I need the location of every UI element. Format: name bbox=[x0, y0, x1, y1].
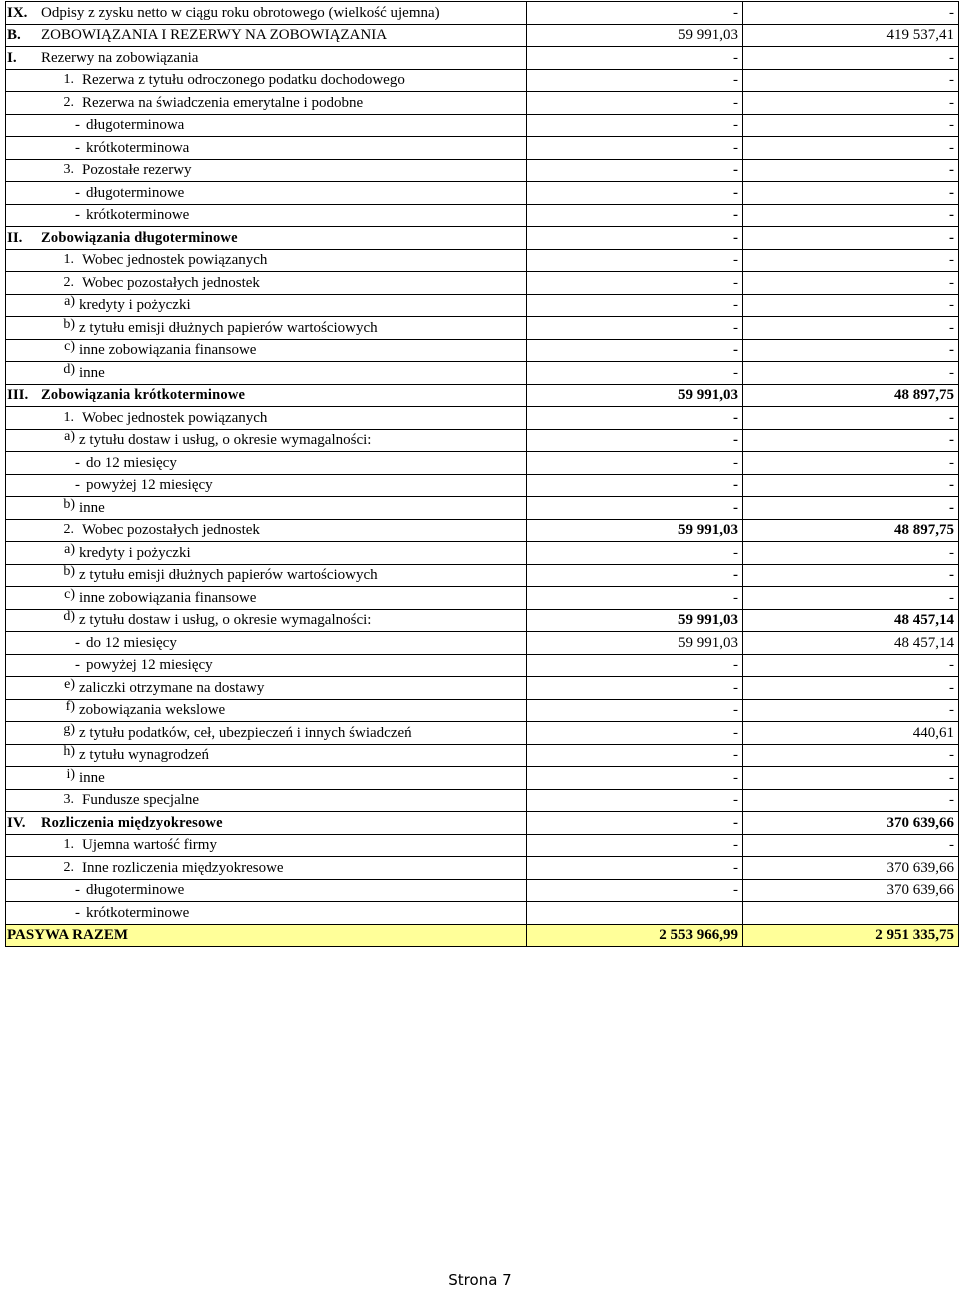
total-value-curr: 2 951 335,75 bbox=[743, 924, 959, 947]
row-marker: - bbox=[75, 634, 80, 651]
value-prev-year: - bbox=[527, 497, 743, 520]
value-curr-year: - bbox=[743, 47, 959, 70]
row-label-cell bbox=[6, 609, 527, 632]
row-label-cell bbox=[6, 114, 527, 137]
value-prev-year: - bbox=[527, 767, 743, 790]
row-label: Fundusze specjalne bbox=[82, 792, 200, 809]
table-row bbox=[6, 857, 959, 880]
row-label: do 12 miesięcy bbox=[86, 634, 177, 651]
table-row bbox=[6, 114, 959, 137]
value-curr-year: - bbox=[743, 699, 959, 722]
row-label-cell bbox=[6, 249, 527, 272]
value-curr-year: - bbox=[743, 159, 959, 182]
table-row bbox=[6, 2, 959, 25]
table-row bbox=[6, 564, 959, 587]
row-label-cell bbox=[6, 812, 527, 835]
value-prev-year: - bbox=[527, 227, 743, 250]
table-body bbox=[6, 2, 959, 925]
balance-sheet bbox=[5, 1, 958, 947]
value-prev-year: - bbox=[527, 294, 743, 317]
row-marker: i) bbox=[66, 766, 75, 782]
row-label: krótkoterminowe bbox=[86, 904, 190, 921]
table-row bbox=[6, 294, 959, 317]
row-label-cell bbox=[6, 362, 527, 385]
row-label: do 12 miesięcy bbox=[86, 454, 177, 471]
value-prev-year: - bbox=[527, 744, 743, 767]
value-prev-year: - bbox=[527, 69, 743, 92]
row-marker: d) bbox=[63, 361, 75, 377]
row-marker: - bbox=[75, 882, 80, 899]
row-marker: - bbox=[75, 904, 80, 921]
value-prev-year: - bbox=[527, 407, 743, 430]
table-row bbox=[6, 587, 959, 610]
liabilities-table bbox=[5, 1, 959, 947]
table-row bbox=[6, 227, 959, 250]
value-prev-year: - bbox=[527, 542, 743, 565]
row-label: krótkoterminowe bbox=[86, 207, 190, 224]
value-curr-year: - bbox=[743, 834, 959, 857]
value-curr-year: 419 537,41 bbox=[743, 24, 959, 47]
table-row bbox=[6, 632, 959, 655]
value-prev-year: - bbox=[527, 92, 743, 115]
page-number: Strona 7 bbox=[448, 1271, 512, 1289]
row-marker: 1. bbox=[63, 72, 74, 88]
value-curr-year: 48 457,14 bbox=[743, 632, 959, 655]
table-row bbox=[6, 609, 959, 632]
row-marker: B. bbox=[7, 27, 21, 44]
row-label-cell bbox=[6, 182, 527, 205]
row-label: Ujemna wartość firmy bbox=[82, 837, 217, 854]
row-marker: e) bbox=[64, 676, 75, 692]
row-marker: 3. bbox=[63, 792, 74, 808]
row-label-cell bbox=[6, 159, 527, 182]
value-prev-year: - bbox=[527, 474, 743, 497]
row-label: zaliczki otrzymane na dostawy bbox=[79, 679, 265, 696]
row-marker: h) bbox=[63, 744, 75, 760]
row-label-cell bbox=[6, 294, 527, 317]
row-label: ZOBOWIĄZANIA I REZERWY NA ZOBOWIĄZANIA bbox=[41, 27, 388, 44]
row-marker: - bbox=[75, 657, 80, 674]
table-row bbox=[6, 204, 959, 227]
table-row bbox=[6, 767, 959, 790]
row-marker: - bbox=[75, 184, 80, 201]
value-curr-year: 440,61 bbox=[743, 722, 959, 745]
table-row bbox=[6, 182, 959, 205]
table-row bbox=[6, 429, 959, 452]
row-marker: - bbox=[75, 139, 80, 156]
value-curr-year: - bbox=[743, 204, 959, 227]
row-label-cell bbox=[6, 24, 527, 47]
row-label: długoterminowa bbox=[86, 117, 185, 134]
value-prev-year: - bbox=[527, 204, 743, 227]
value-prev-year: - bbox=[527, 47, 743, 70]
row-label: długoterminowe bbox=[86, 882, 185, 899]
value-prev-year: 59 991,03 bbox=[527, 609, 743, 632]
value-curr-year: - bbox=[743, 407, 959, 430]
row-label-cell bbox=[6, 407, 527, 430]
value-prev-year: - bbox=[527, 722, 743, 745]
row-label-cell bbox=[6, 677, 527, 700]
row-label-cell bbox=[6, 339, 527, 362]
row-marker: c) bbox=[64, 339, 75, 355]
row-label: Rezerwa na świadczenia emerytalne i podobne bbox=[82, 94, 364, 111]
table-row bbox=[6, 654, 959, 677]
table-row bbox=[6, 902, 959, 925]
value-curr-year: - bbox=[743, 69, 959, 92]
row-label-cell bbox=[6, 902, 527, 925]
value-prev-year: - bbox=[527, 182, 743, 205]
row-label: z tytułu emisji dłużnych papierów wartościowych bbox=[79, 567, 378, 584]
row-marker: 1. bbox=[63, 409, 74, 425]
row-label-cell bbox=[6, 767, 527, 790]
table-row bbox=[6, 159, 959, 182]
table-row bbox=[6, 474, 959, 497]
value-curr-year: - bbox=[743, 744, 959, 767]
row-label-cell bbox=[6, 879, 527, 902]
row-marker: 2. bbox=[63, 859, 74, 875]
row-label: Inne rozliczenia międzyokresowe bbox=[82, 859, 284, 876]
value-prev-year: - bbox=[527, 272, 743, 295]
total-row bbox=[6, 924, 959, 947]
value-prev-year: - bbox=[527, 812, 743, 835]
row-marker: IV. bbox=[7, 814, 26, 831]
row-label: z tytułu dostaw i usług, o okresie wymagalności: bbox=[79, 612, 372, 629]
value-curr-year: - bbox=[743, 339, 959, 362]
value-prev-year: - bbox=[527, 452, 743, 475]
row-marker: c) bbox=[64, 586, 75, 602]
table-row bbox=[6, 722, 959, 745]
row-label: z tytułu podatków, ceł, ubezpieczeń i innych świadczeń bbox=[79, 724, 412, 741]
value-curr-year: - bbox=[743, 452, 959, 475]
table-row bbox=[6, 384, 959, 407]
row-marker: a) bbox=[64, 294, 75, 310]
row-label: Zobowiązania krótkoterminowe bbox=[41, 387, 246, 404]
row-label-cell bbox=[6, 699, 527, 722]
row-marker: III. bbox=[7, 387, 29, 404]
table-row bbox=[6, 47, 959, 70]
value-prev-year: 59 991,03 bbox=[527, 519, 743, 542]
row-label: Zobowiązania długoterminowe bbox=[41, 229, 238, 246]
value-curr-year: - bbox=[743, 654, 959, 677]
row-label: Wobec pozostałych jednostek bbox=[82, 522, 260, 539]
value-curr-year: - bbox=[743, 2, 959, 25]
value-curr-year: - bbox=[743, 227, 959, 250]
value-prev-year: - bbox=[527, 249, 743, 272]
table-row bbox=[6, 24, 959, 47]
row-label-cell bbox=[6, 632, 527, 655]
row-label: Wobec jednostek powiązanych bbox=[82, 252, 268, 269]
row-marker: 2. bbox=[63, 94, 74, 110]
value-curr-year: - bbox=[743, 182, 959, 205]
value-prev-year: - bbox=[527, 137, 743, 160]
row-marker: - bbox=[75, 207, 80, 224]
table-row bbox=[6, 834, 959, 857]
row-label: kredyty i pożyczki bbox=[79, 544, 191, 561]
table-row bbox=[6, 249, 959, 272]
table-row bbox=[6, 339, 959, 362]
row-label-cell bbox=[6, 542, 527, 565]
value-curr-year: - bbox=[743, 114, 959, 137]
row-label: Rezerwy na zobowiązania bbox=[41, 49, 199, 66]
table-row bbox=[6, 542, 959, 565]
row-label: powyżej 12 miesięcy bbox=[86, 657, 213, 674]
value-prev-year: 59 991,03 bbox=[527, 632, 743, 655]
value-prev-year: 59 991,03 bbox=[527, 24, 743, 47]
row-label: inne zobowiązania finansowe bbox=[79, 589, 257, 606]
total-label-cell bbox=[6, 924, 527, 947]
value-curr-year bbox=[743, 902, 959, 925]
value-curr-year: - bbox=[743, 497, 959, 520]
table-row bbox=[6, 69, 959, 92]
value-prev-year: - bbox=[527, 587, 743, 610]
value-prev-year: - bbox=[527, 699, 743, 722]
value-curr-year: 370 639,66 bbox=[743, 879, 959, 902]
row-label-cell bbox=[6, 47, 527, 70]
row-label-cell bbox=[6, 317, 527, 340]
value-curr-year: - bbox=[743, 272, 959, 295]
row-marker: 1. bbox=[63, 837, 74, 853]
row-marker: b) bbox=[63, 316, 75, 332]
value-curr-year: - bbox=[743, 767, 959, 790]
table-row bbox=[6, 519, 959, 542]
value-prev-year: - bbox=[527, 654, 743, 677]
value-prev-year: - bbox=[527, 2, 743, 25]
row-marker: IX. bbox=[7, 4, 28, 21]
value-curr-year: 48 457,14 bbox=[743, 609, 959, 632]
row-marker: f) bbox=[65, 699, 75, 715]
row-label-cell bbox=[6, 429, 527, 452]
row-label-cell bbox=[6, 92, 527, 115]
row-label: z tytułu dostaw i usług, o okresie wymagalności: bbox=[79, 432, 372, 449]
value-curr-year: - bbox=[743, 429, 959, 452]
table-row bbox=[6, 677, 959, 700]
value-curr-year: - bbox=[743, 474, 959, 497]
row-label: inne zobowiązania finansowe bbox=[79, 342, 257, 359]
row-label: zobowiązania wekslowe bbox=[79, 702, 226, 719]
row-marker: a) bbox=[64, 429, 75, 445]
row-label-cell bbox=[6, 69, 527, 92]
value-prev-year: - bbox=[527, 429, 743, 452]
table-row bbox=[6, 407, 959, 430]
row-label: Odpisy z zysku netto w ciągu roku obrotowego (wielkość ujemna) bbox=[41, 4, 440, 21]
row-marker: a) bbox=[64, 541, 75, 557]
row-marker: - bbox=[75, 454, 80, 471]
table-row bbox=[6, 92, 959, 115]
value-curr-year: - bbox=[743, 677, 959, 700]
table-row bbox=[6, 317, 959, 340]
value-prev-year bbox=[527, 902, 743, 925]
row-label: Wobec jednostek powiązanych bbox=[82, 409, 268, 426]
value-prev-year: - bbox=[527, 339, 743, 362]
value-curr-year: - bbox=[743, 137, 959, 160]
table-row bbox=[6, 272, 959, 295]
row-label-cell bbox=[6, 227, 527, 250]
value-curr-year: - bbox=[743, 789, 959, 812]
value-curr-year: 370 639,66 bbox=[743, 857, 959, 880]
row-marker: d) bbox=[63, 609, 75, 625]
value-curr-year: 48 897,75 bbox=[743, 384, 959, 407]
row-label-cell bbox=[6, 497, 527, 520]
row-marker: I. bbox=[7, 49, 17, 66]
value-curr-year: - bbox=[743, 294, 959, 317]
value-prev-year: - bbox=[527, 789, 743, 812]
row-label: powyżej 12 miesięcy bbox=[86, 477, 213, 494]
value-curr-year: - bbox=[743, 249, 959, 272]
value-curr-year: - bbox=[743, 587, 959, 610]
row-label: z tytułu emisji dłużnych papierów wartościowych bbox=[79, 319, 378, 336]
row-label-cell bbox=[6, 519, 527, 542]
row-label-cell bbox=[6, 789, 527, 812]
table-row bbox=[6, 452, 959, 475]
row-label: inne bbox=[79, 364, 105, 381]
row-label-cell bbox=[6, 722, 527, 745]
value-prev-year: - bbox=[527, 564, 743, 587]
table-row bbox=[6, 789, 959, 812]
row-label-cell bbox=[6, 452, 527, 475]
row-label: krótkoterminowa bbox=[86, 139, 190, 156]
row-marker: - bbox=[75, 477, 80, 494]
value-curr-year: - bbox=[743, 542, 959, 565]
row-label: Wobec pozostałych jednostek bbox=[82, 274, 260, 291]
value-curr-year: - bbox=[743, 362, 959, 385]
row-label-cell bbox=[6, 272, 527, 295]
table-row bbox=[6, 137, 959, 160]
table-row bbox=[6, 497, 959, 520]
value-curr-year: - bbox=[743, 92, 959, 115]
row-marker: 1. bbox=[63, 252, 74, 268]
row-label: kredyty i pożyczki bbox=[79, 297, 191, 314]
row-label-cell bbox=[6, 654, 527, 677]
value-prev-year: - bbox=[527, 857, 743, 880]
row-marker: II. bbox=[7, 229, 23, 246]
value-prev-year: - bbox=[527, 879, 743, 902]
row-marker: 2. bbox=[63, 274, 74, 290]
row-label: z tytułu wynagrodzeń bbox=[79, 747, 209, 764]
table-row bbox=[6, 744, 959, 767]
row-label-cell bbox=[6, 137, 527, 160]
value-prev-year: 59 991,03 bbox=[527, 384, 743, 407]
row-marker: g) bbox=[63, 721, 75, 737]
value-prev-year: - bbox=[527, 362, 743, 385]
row-label: inne bbox=[79, 499, 105, 516]
value-prev-year: - bbox=[527, 317, 743, 340]
table-row bbox=[6, 362, 959, 385]
row-label: Rezerwa z tytułu odroczonego podatku dochodowego bbox=[82, 72, 405, 89]
value-curr-year: 48 897,75 bbox=[743, 519, 959, 542]
row-marker: b) bbox=[63, 496, 75, 512]
row-label: Rozliczenia międzyokresowe bbox=[41, 814, 223, 831]
total-label: PASYWA RAZEM bbox=[7, 927, 128, 944]
row-label-cell bbox=[6, 857, 527, 880]
row-label: inne bbox=[79, 769, 105, 786]
value-prev-year: - bbox=[527, 677, 743, 700]
row-marker: 2. bbox=[63, 522, 74, 538]
row-label-cell bbox=[6, 384, 527, 407]
row-marker: 3. bbox=[63, 162, 74, 178]
row-marker: b) bbox=[63, 564, 75, 580]
row-label: Pozostałe rezerwy bbox=[82, 162, 192, 179]
row-label-cell bbox=[6, 2, 527, 25]
value-prev-year: - bbox=[527, 834, 743, 857]
row-label-cell bbox=[6, 204, 527, 227]
row-label-cell bbox=[6, 474, 527, 497]
row-label-cell bbox=[6, 587, 527, 610]
table-row bbox=[6, 879, 959, 902]
row-label-cell bbox=[6, 834, 527, 857]
value-curr-year: - bbox=[743, 317, 959, 340]
table-row bbox=[6, 812, 959, 835]
row-label: długoterminowe bbox=[86, 184, 185, 201]
table-row bbox=[6, 699, 959, 722]
row-label-cell bbox=[6, 564, 527, 587]
total-value-prev: 2 553 966,99 bbox=[527, 924, 743, 947]
value-curr-year: - bbox=[743, 564, 959, 587]
value-prev-year: - bbox=[527, 159, 743, 182]
row-label-cell bbox=[6, 744, 527, 767]
value-prev-year: - bbox=[527, 114, 743, 137]
row-marker: - bbox=[75, 117, 80, 134]
value-curr-year: 370 639,66 bbox=[743, 812, 959, 835]
